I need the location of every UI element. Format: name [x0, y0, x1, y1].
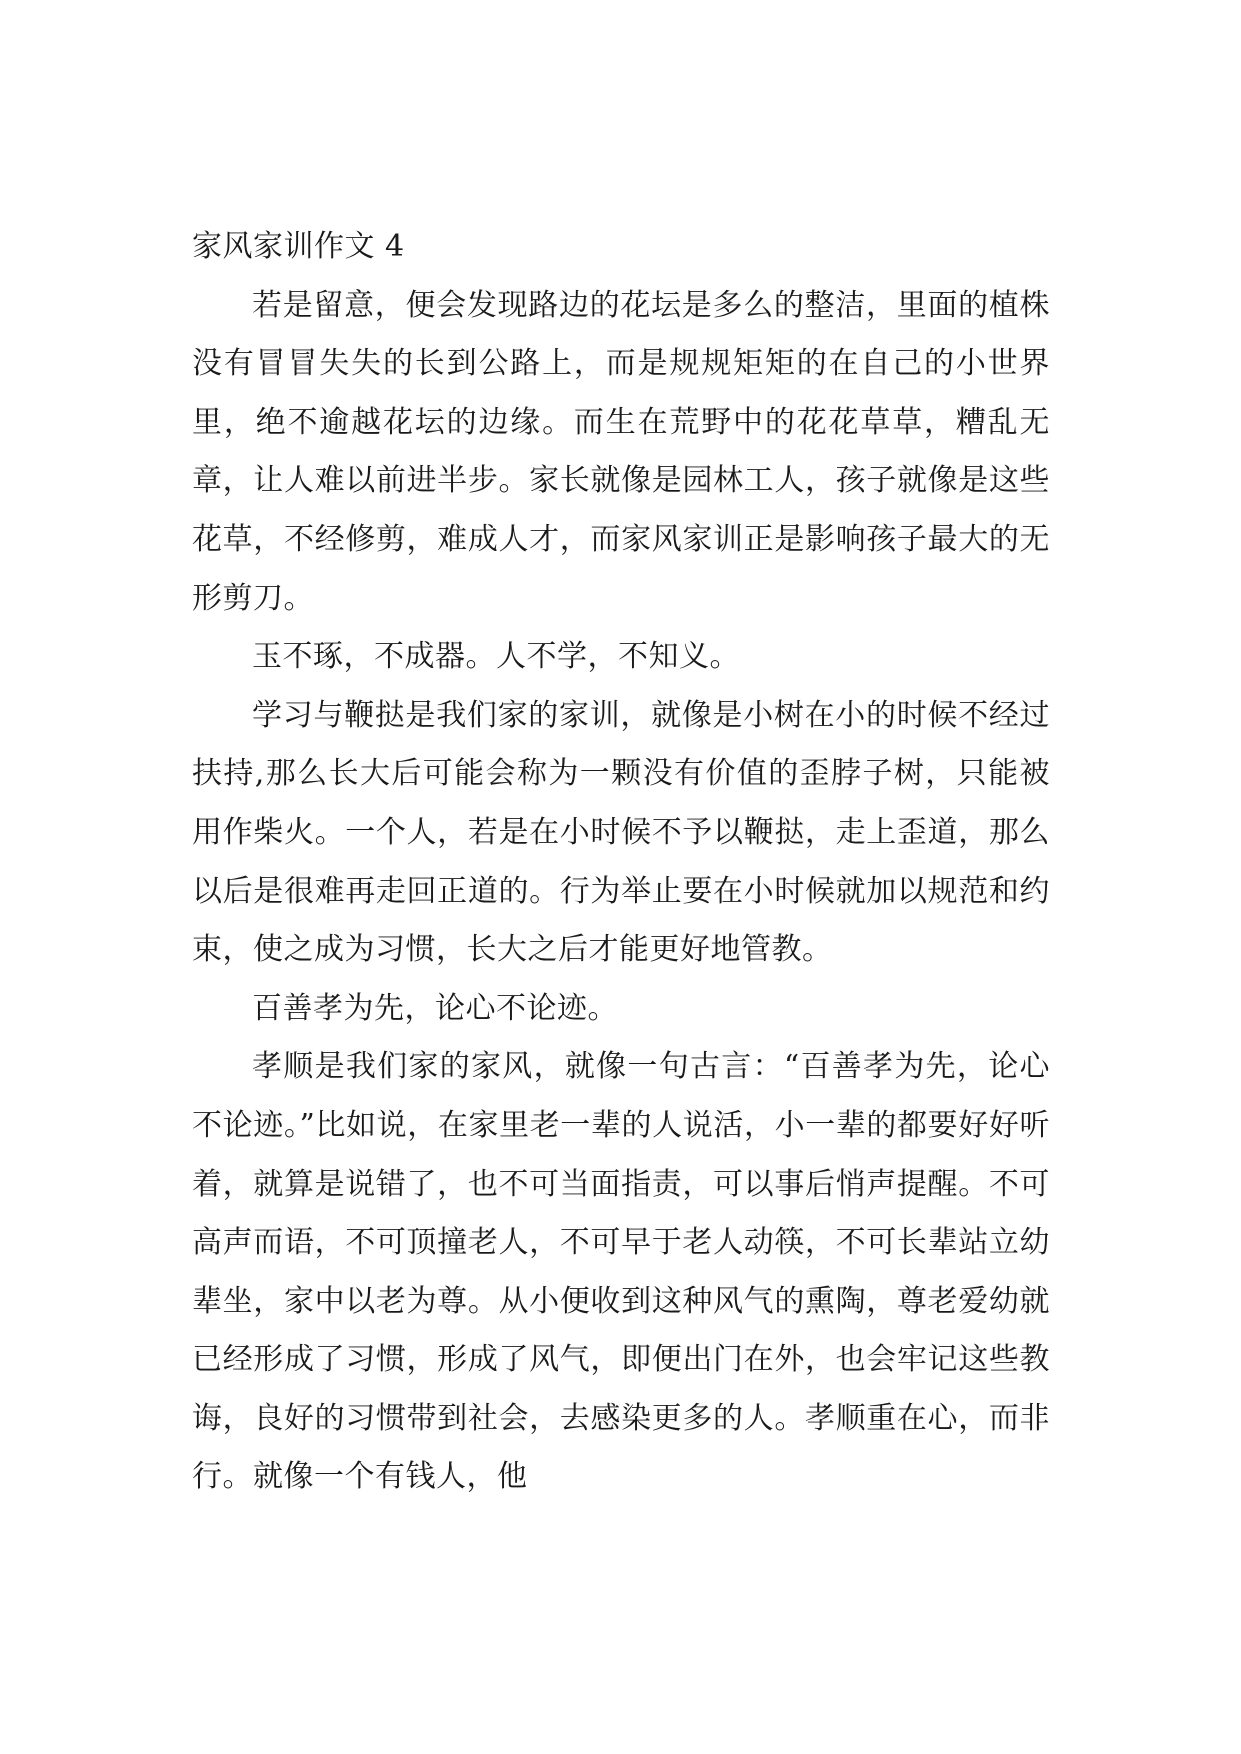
- paragraph-proverb-filial: 百善孝为先，论心不论迹。: [252, 990, 618, 1026]
- paragraph-intro: 若是留意，便会发现路边的花坛是多么的整洁，里面的植株没有冒冒失失的长到公路上，而是规规矩矩的在自己的小世界里，绝不逾越花坛的边缘。而生在荒野中的花花草草，糟乱无章，让人难以前进半步。家长就像是园林工人，孩子就像是这些花草，不经修剪，难成人才，而家风家训正是影响孩子最大的无形剪刀。: [192, 287, 1050, 616]
- paragraph-family-custom: 孝顺是我们家的家风，就像一句古言：“百善孝为先，论心不论迹。”比如说，在家里老一辈的人说活，小一辈的都要好好听着，就算是说错了，也不可当面指责，可以事后悄声提醒。不可高声而语，不可顶撞老人，不可早于老人动筷，不可长辈站立幼辈坐，家中以老为尊。从小便收到这种风气的熏陶，尊老爱幼就已经形成了习惯，形成了风气，即便出门在外，也会牢记这些教诲，良好的习惯带到社会，去感染更多的人。孝顺重在心，而非行。就像一个有钱人，他: [192, 1049, 1050, 1495]
- document-body: [192, 218, 1050, 1507]
- document-title: 家风家训作文 4: [192, 229, 405, 264]
- paragraph-family-motto: 学习与鞭挞是我们家的家训，就像是小树在小的时候不经过扶持,那么长大后可能会称为一颗没有价值的歪脖子树，只能被用作柴火。一个人，若是在小时候不予以鞭挞，走上歪道，那么以后是很难再走回正道的。行为举止要在小时候就加以规范和约束，使之成为习惯，长大之后才能更好地管教。: [192, 697, 1050, 968]
- paragraph-proverb-learning: 玉不琢，不成器。人不学，不知义。: [252, 639, 740, 675]
